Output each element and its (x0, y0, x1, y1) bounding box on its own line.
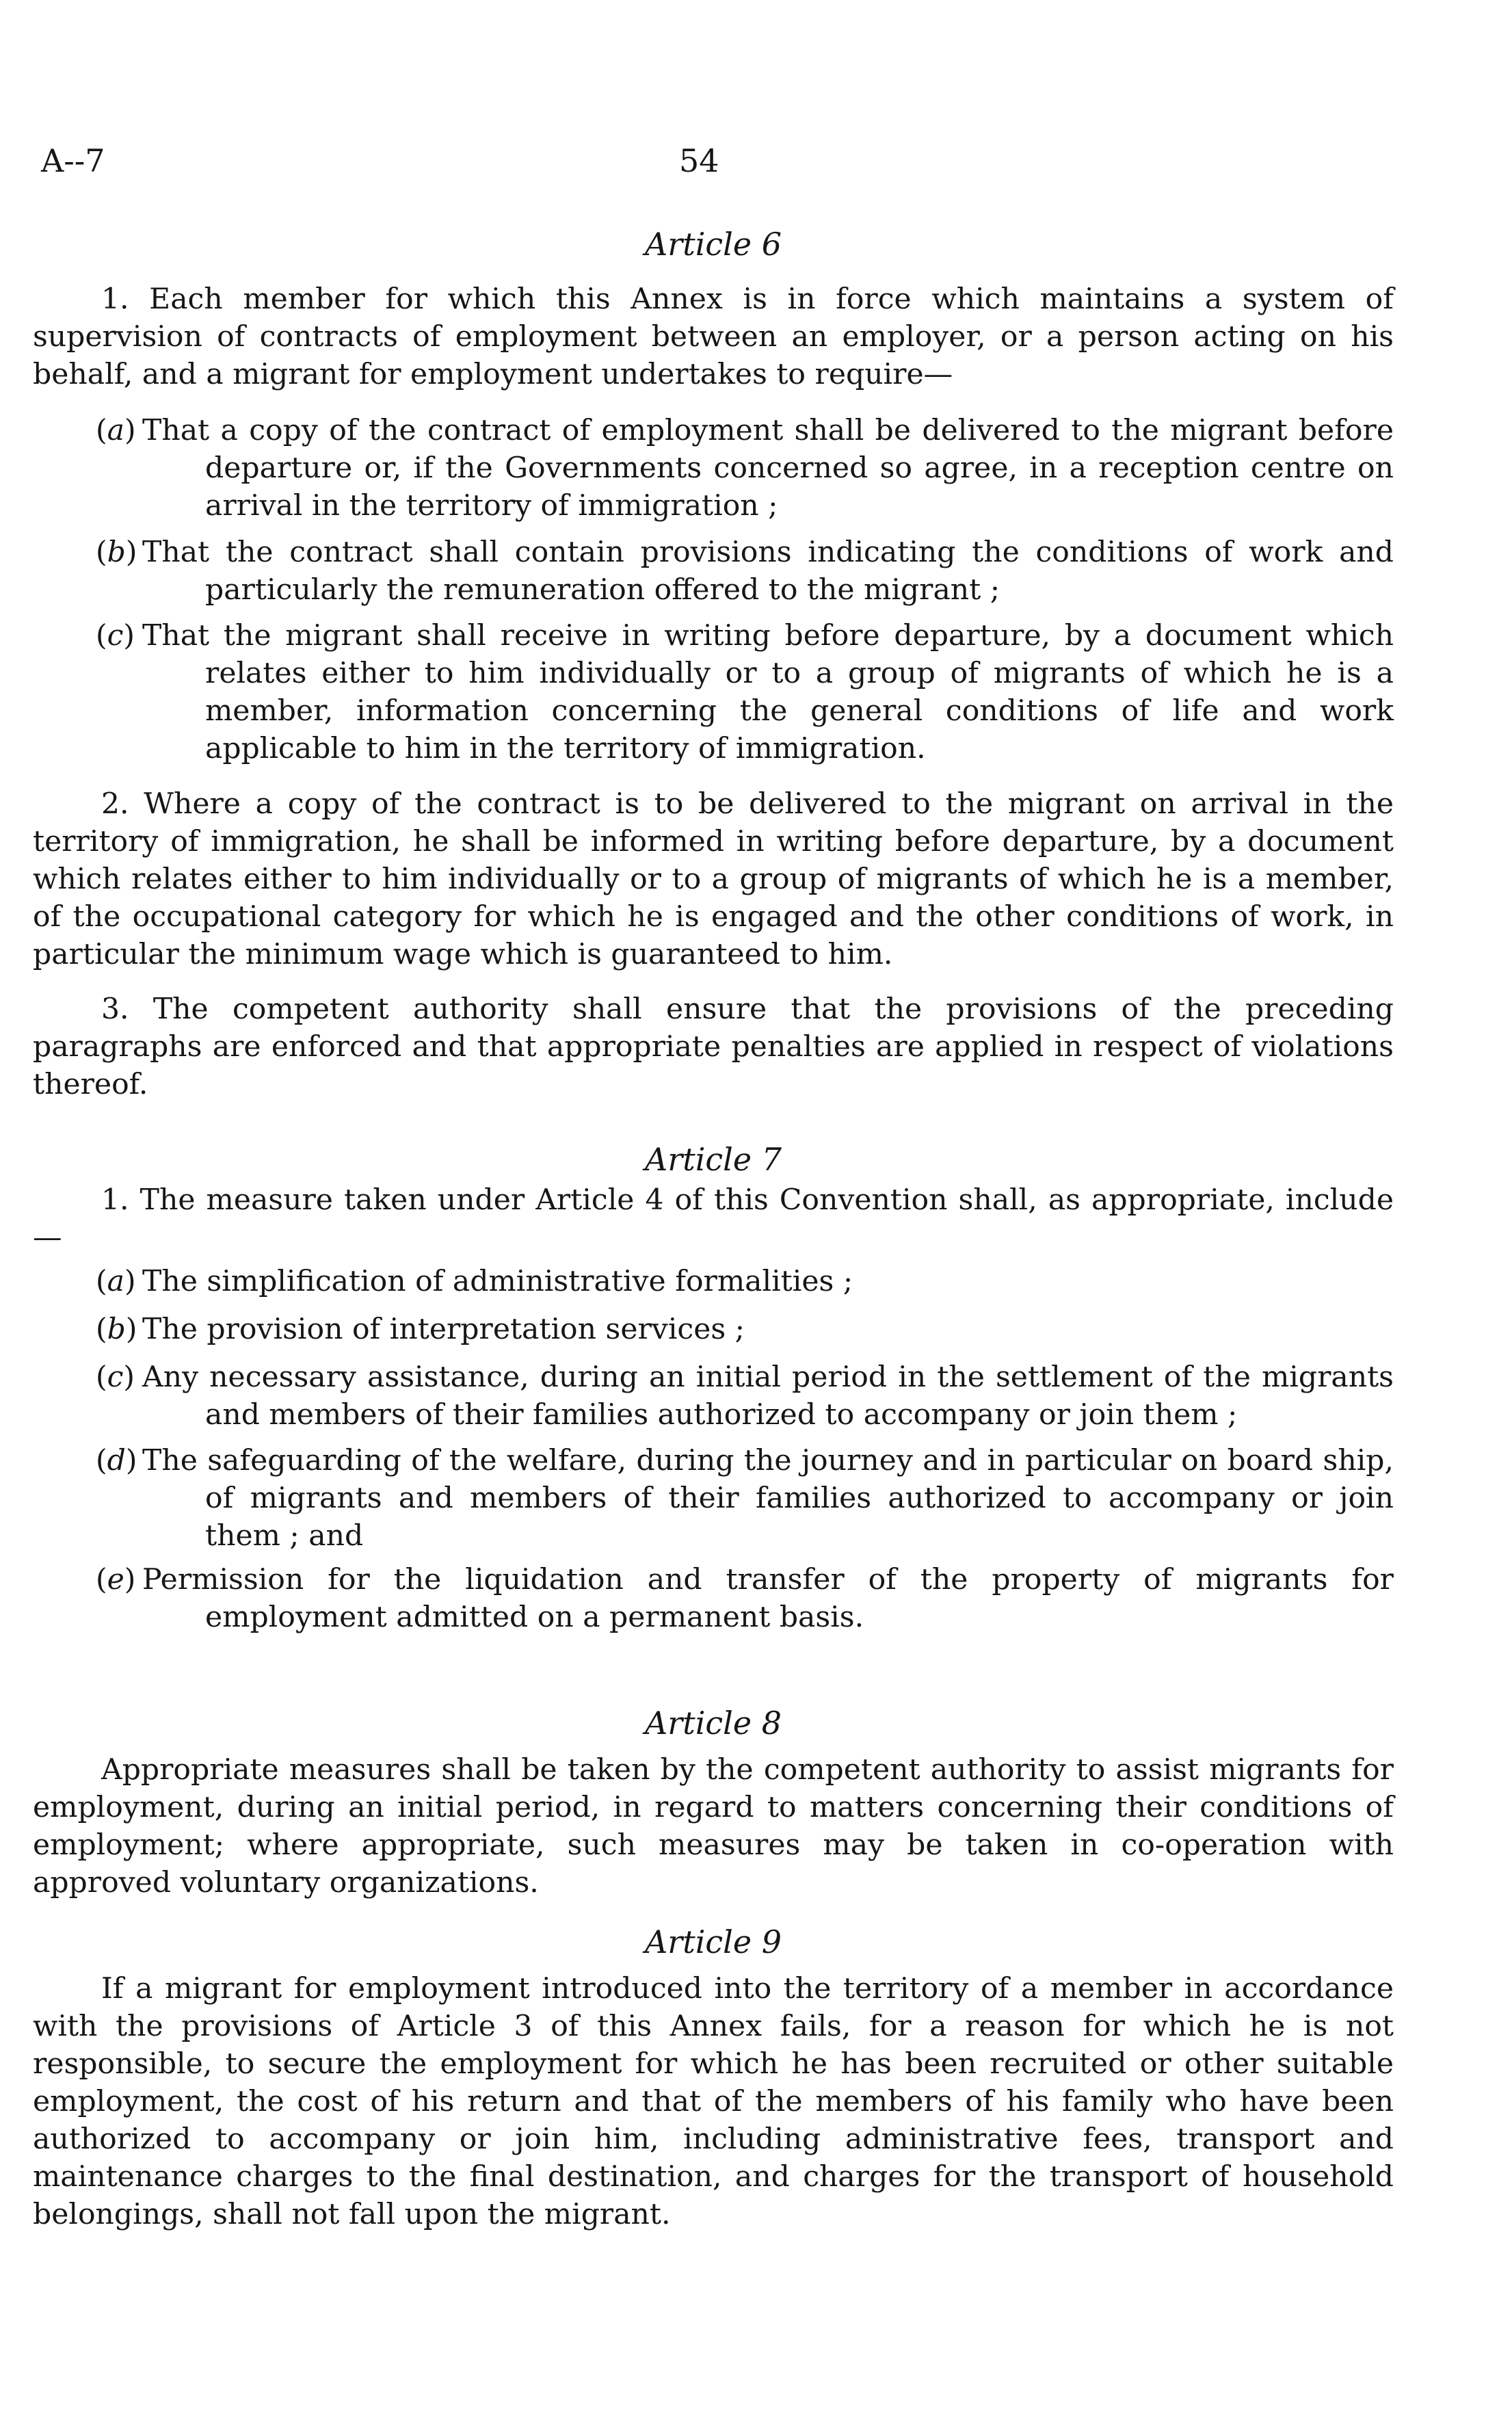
item-text: Any necessary assistance, during an initial period in the settlement of the migrants and members of their families authorized to accompany or join them ; (142, 1361, 1394, 1432)
item-label: (b) (96, 536, 137, 569)
page-number: 54 (679, 142, 719, 179)
document-page (33, 0, 1394, 2418)
article-7-heading: Article 7 (645, 1141, 782, 1178)
article-7-paragraph-1: 1. The measure taken under Article 4 of this Convention shall, as appropriate, include— (33, 1183, 1394, 1254)
item-label: (d) (96, 1444, 137, 1477)
article-6-paragraph-3: 3. The competent authority shall ensure that the provisions of the preceding paragraphs are enforced and that appropriate penalties are applied in respect of violations thereof. (33, 993, 1394, 1101)
document-code: A--7 (41, 142, 105, 179)
item-text: The simplification of administrative formalities ; (142, 1265, 853, 1298)
article-6-paragraph-1: 1. Each member for which this Annex is in force which maintains a system of supervision of contracts of employment between an employer, or a person acting on his behalf, and a migrant for employment undertakes to require— (33, 282, 1394, 391)
article-8-paragraph-1: Appropriate measures shall be taken by the competent authority to assist migrants for employment, during an initial period, in regard to matters concerning their conditions of employment; where appropriate, such measures may be taken in co-operation with approved voluntary organizations. (33, 1753, 1394, 1900)
article-7-item-c (96, 1358, 1394, 1434)
article-7-item-e (96, 1561, 1394, 1636)
item-label: (e) (96, 1563, 136, 1596)
article-9-heading: Article 9 (645, 1923, 782, 1960)
item-text: That the contract shall contain provisions indicating the conditions of work and particularly the remuneration offered to the migrant ; (142, 536, 1394, 607)
item-label: (c) (96, 1361, 135, 1394)
article-7-item-a (96, 1263, 1394, 1300)
item-label: (a) (96, 1265, 136, 1298)
article-9-paragraph-1: If a migrant for employment introduced into the territory of a member in accordance with the provisions of Article 3 of this Annex fails, for a reason for which he is not responsible, to secure the employment for which he has been recruited or other suitable employment, the cost of his return and that of the members of his family who have been authorized to accompany or join him, including administrative fees, transport and maintenance charges to the final destination, and charges for the transport of household belongings, shall not fall upon the migrant. (33, 1972, 1394, 2231)
article-6-item-a (96, 412, 1394, 525)
item-label: (a) (96, 414, 136, 447)
article-6-paragraph-2: 2. Where a copy of the contract is to be delivered to the migrant on arrival in the territory of immigration, he shall be informed in writing before departure, by a document which relates either to him individually or to a group of migrants of which he is a member, of the occupational category for which he is engaged and the other conditions of work, in particular the minimum wage which is guaranteed to him. (33, 787, 1394, 971)
article-7-item-d (96, 1442, 1394, 1555)
article-6-heading: Article 6 (645, 226, 782, 263)
item-label: (b) (96, 1313, 137, 1346)
article-6-item-b (96, 534, 1394, 609)
article-7-item-b (96, 1311, 1394, 1348)
item-text: That a copy of the contract of employment shall be delivered to the migrant before departure or, if the Governments concerned so agree, in a reception centre on arrival in the territory of immigration ; (142, 414, 1394, 523)
item-text: Permission for the liquidation and transfer of the property of migrants for employment admitted on a permanent basis. (142, 1563, 1394, 1634)
item-text: The provision of interpretation services ; (142, 1313, 745, 1346)
item-label: (c) (96, 619, 135, 653)
article-6-item-c (96, 617, 1394, 767)
item-text: That the migrant shall receive in writing before departure, by a document which relates either to him individually or to a group of migrants of which he is a member, information concerning the general conditions of life and work applicable to him in the territory of immigration. (142, 619, 1394, 765)
item-text: The safeguarding of the welfare, during the journey and in particular on board ship, of migrants and members of their families authorized to accompany or join them ; and (142, 1444, 1394, 1553)
article-8-heading: Article 8 (645, 1705, 782, 1742)
